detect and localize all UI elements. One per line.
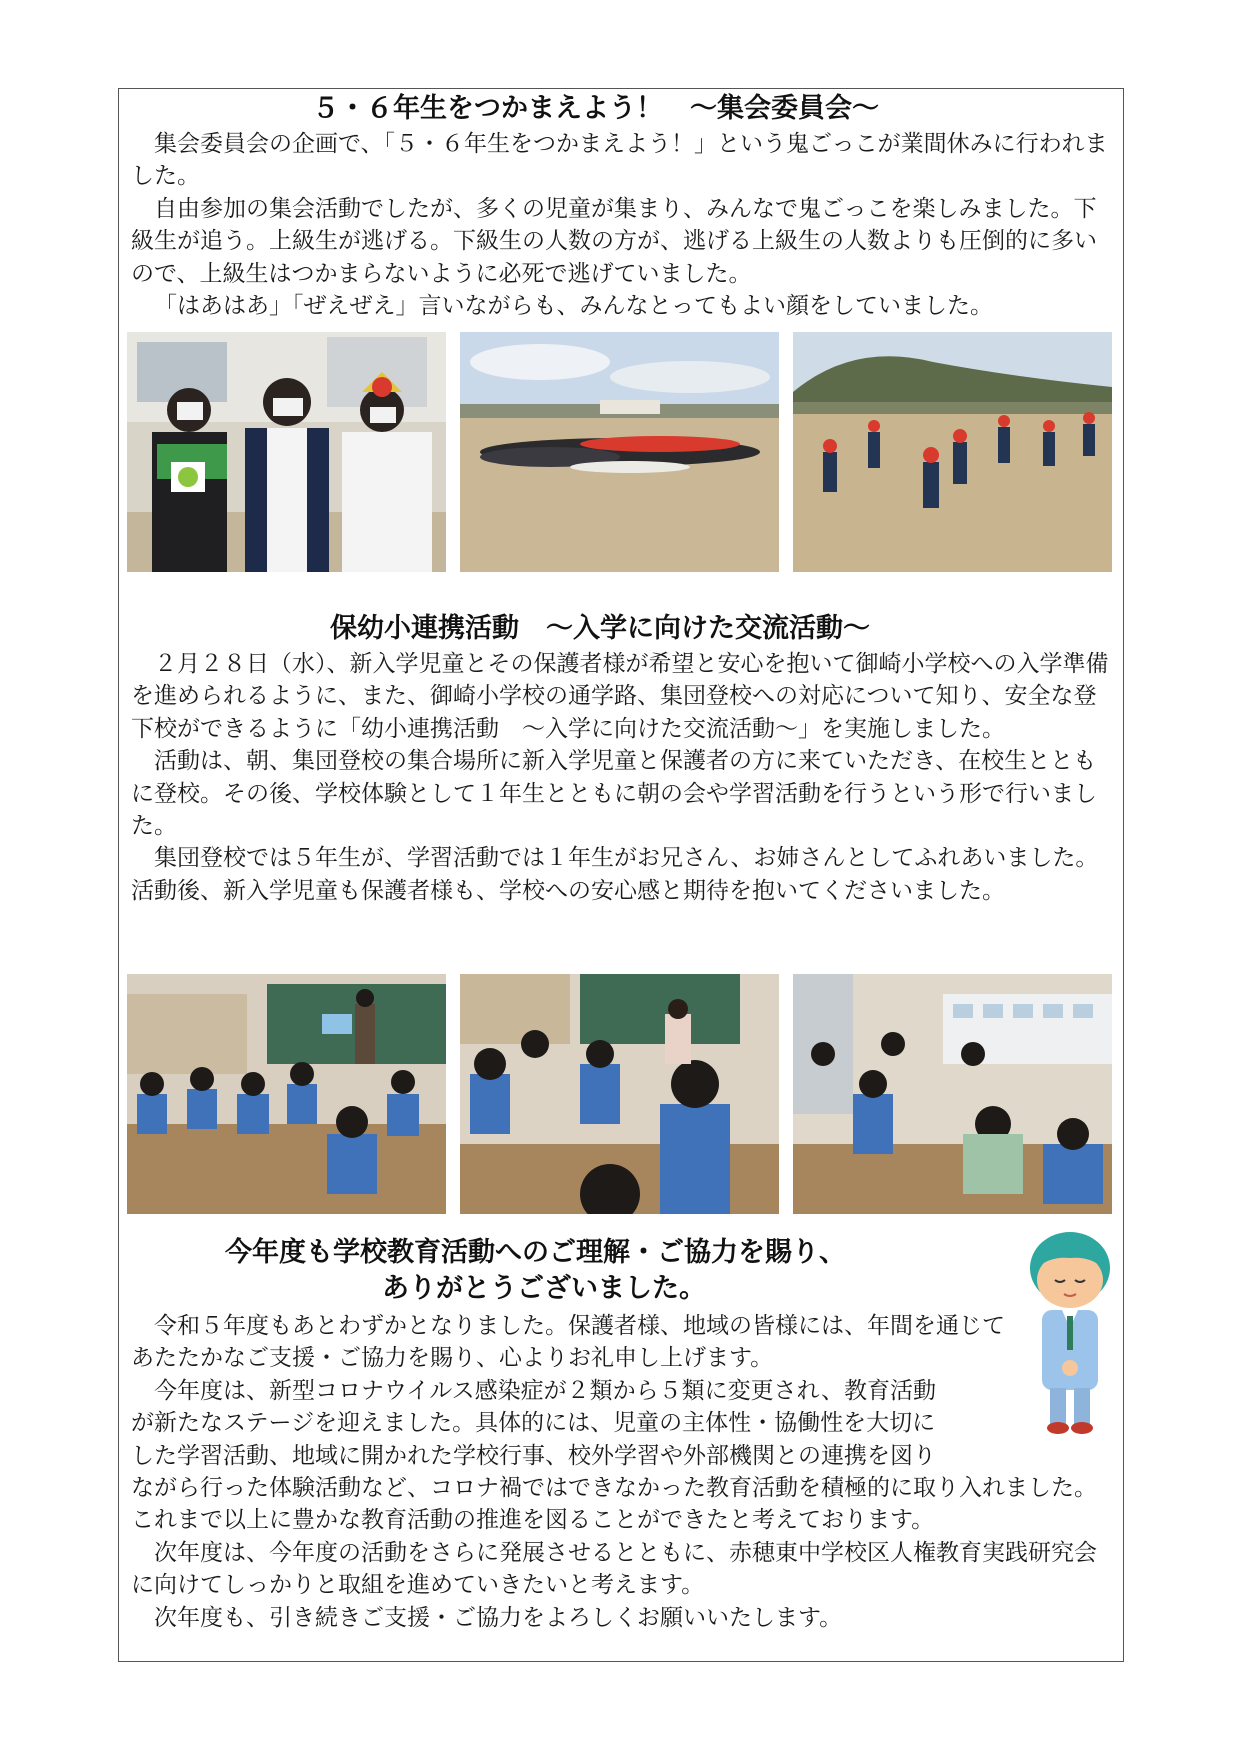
photo-classroom-1: [127, 974, 446, 1214]
photo-gathering-field: [460, 332, 779, 572]
section3-body-bottom: [131, 1472, 1115, 1634]
section3-body-top: [131, 1310, 1005, 1472]
photo-running-kids: [793, 332, 1112, 572]
section3-paragraph: 令和５年度もあとわずかとなりました。保護者様、地域の皆様には、年間を通じてあたたかなご支援・ご協力を賜り、心よりお礼申し上げます。: [131, 1313, 1005, 1372]
section3-title-line2: ありがとうございました。: [382, 1273, 706, 1304]
section3-paragraph2-tail: ながら行った体験活動など、コロナ禍ではできなかった教育活動を積極的に取り入れました。これまで以上に豊かな教育活動の推進を図ることができたと考えております。: [131, 1475, 1097, 1534]
section2-title: 保幼小連携活動 ～入学に向けた交流活動～: [330, 613, 870, 644]
bowing-teacher-illustration: [1020, 1228, 1120, 1438]
section1-body: [131, 128, 1115, 322]
section3-paragraph2-line: が新たなステージを迎えました。具体的には、児童の主体性・協働性を大切に: [131, 1410, 936, 1437]
section3-paragraph2-line: 今年度は、新型コロナウイルス感染症が２類から５類に変更され、教育活動: [154, 1377, 936, 1404]
section2-body: [131, 648, 1115, 907]
photo-classroom-2: [460, 974, 779, 1214]
section2-paragraph: 活動は、朝、集団登校の集合場所に新入学児童と保護者の方に来ていただき、在校生とともに登校。その後、学校体験として１年生とともに朝の会や学習活動を行うという形で行いました。: [131, 748, 1097, 840]
section3-paragraph: 次年度は、今年度の活動をさらに発展させるとともに、赤穂東中学校区人権教育実践研究会に向けてしっかりと取組を進めていきたいと考えます。: [131, 1539, 1097, 1599]
section1-title: ５・６年生をつかまえよう！ ～集会委員会～: [312, 93, 879, 124]
section2-paragraph: 集団登校では５年生が、学習活動では１年生がお兄さん、お姉さんとしてふれあいました。活動後、新入学児童も保護者様も、学校への安心感と期待を抱いてくださいました。: [131, 845, 1099, 904]
section1-paragraph: 集会委員会の企画で、「５・６年生をつかまえよう！」という鬼ごっこが業間休みに行われました。: [131, 131, 1108, 190]
section3-paragraph2-line: した学習活動、地域に開かれた学校行事、校外学習や外部機関との連携を図り: [131, 1442, 936, 1469]
photo-classroom-3: [793, 974, 1112, 1214]
section2-paragraph: ２月２８日（水）、新入学児童とその保護者様が希望と安心を抱いて御崎小学校への入学準備を進められるように、また、御崎小学校の通学路、集団登校への対応について知り、安全な登下校ができるように「幼小連携活動 ～入学に向けた交流活動～」を実施しました。: [131, 651, 1109, 742]
section3-title-line1: 今年度も学校教育活動へのご理解・ご協力を賜り、: [225, 1237, 846, 1268]
section1-paragraph: 「はあはあ」「ぜえぜえ」言いながらも、みんなとってもよい顔をしていました。: [154, 293, 994, 320]
section1-paragraph: 自由参加の集会活動でしたが、多くの児童が集まり、みんなで鬼ごっこを楽しみました。下級生が追う。上級生が逃げる。下級生の人数の方が、逃げる上級生の人数よりも圧倒的に多いので、上級生はつかまらないように必死で逃げていました。: [131, 195, 1097, 287]
photo-tag-players: [127, 332, 446, 572]
section3-paragraph: 次年度も、引き続きご支援・ご協力をよろしくお願いいたします。: [154, 1604, 843, 1631]
